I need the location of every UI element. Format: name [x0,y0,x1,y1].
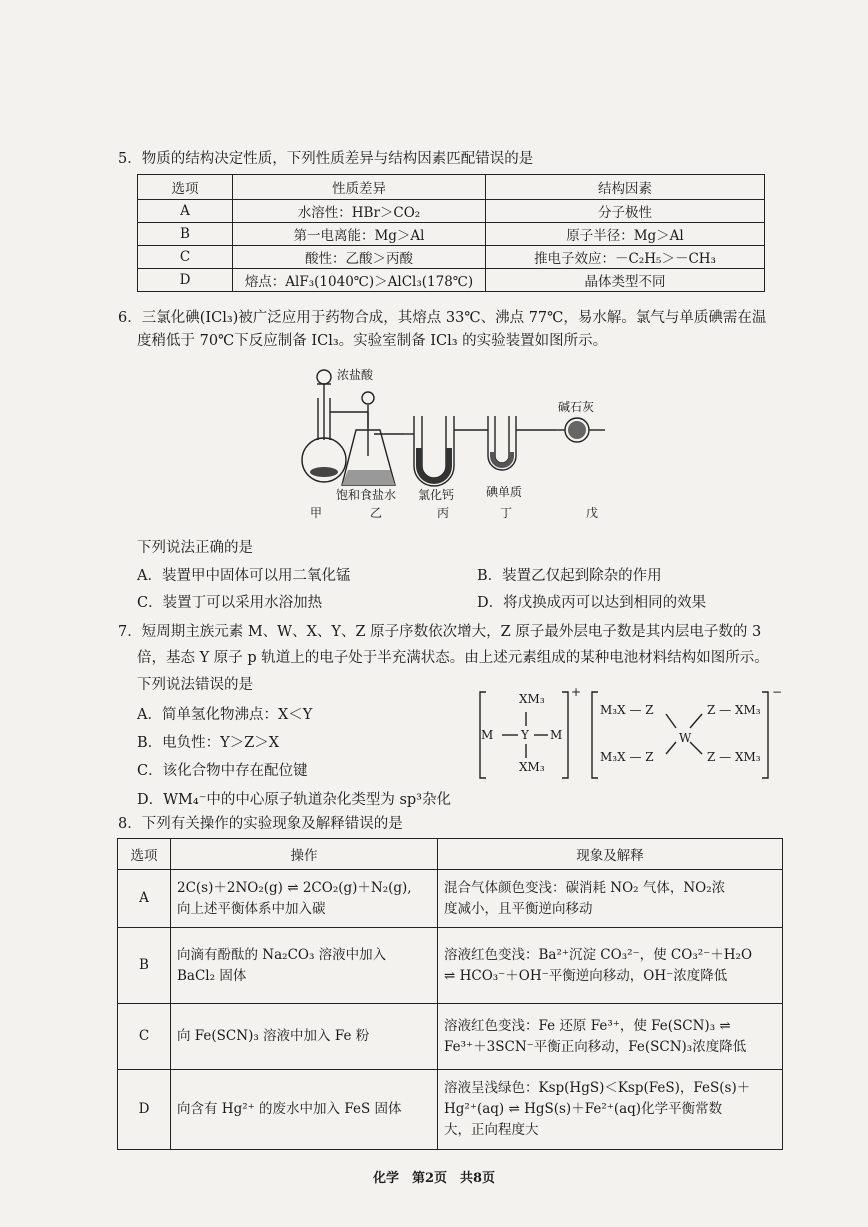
q7-option-b: B．电负性：Y＞Z＞X [137,735,280,751]
table-row [118,928,783,1004]
m-left: M [481,728,494,742]
label-jia: 甲 [310,506,323,520]
table-row [138,223,765,246]
table-cell [438,1004,783,1070]
table-cell: B [118,928,171,1004]
table-cell [171,870,438,928]
table-header: 性质差异 [233,175,486,200]
label-wu: 戊 [586,506,599,520]
label-brine: 饱和食盐水 [336,488,397,502]
label-yi: 乙 [370,506,383,520]
table-cell: 水溶性：HBr＞CO₂ [233,200,486,223]
label-cacl2: 氯化钙 [418,488,455,502]
q5-stem: 5．物质的结构决定性质，下列性质差异与结构因素匹配错误的是 [118,151,534,167]
table-cell: C [138,246,233,269]
z-xm3-top: Z — XM₃ [707,703,761,717]
op-line: 向滴有酚酞的 Na₂CO₃ 溶液中加入 [177,946,387,963]
q6-option-d: D．将戊换成丙可以达到相同的效果 [477,595,707,611]
charge-plus: + [571,685,582,699]
table-cell: A [138,200,233,223]
q7-stem-line2: 倍，基态 Y 原子 p 轨道上的电子处于半充满状态。由上述元素组成的某种电池材料结构如图所示。 [137,650,769,666]
table-header: 操作 [171,839,438,870]
table-row [138,246,765,269]
q6-prompt: 下列说法正确的是 [137,540,253,556]
xm3-bottom: XM₃ [519,760,545,774]
op-line: BaCl₂ 固体 [177,967,247,984]
q6-option-b: B．装置乙仅起到除杂的作用 [477,568,662,584]
table-header-row [138,175,765,200]
exp-line: 大，正向程度大 [444,1122,539,1138]
exp-line: 溶液呈浅绿色：Ksp(HgS)＜Ksp(FeS)，FeS(s)＋ [444,1080,751,1096]
exp-line: Hg²⁺(aq) ⇌ HgS(s)＋Fe²⁺(aq)化学平衡常数 [444,1101,723,1117]
table-cell: 熔点：AlF₃(1040℃)＞AlCl₃(178℃) [233,269,486,292]
page-footer: 化学 第2页 共8页 [372,1171,496,1186]
table-cell [438,870,783,928]
op-line: 向含有 Hg²⁺ 的废水中加入 FeS 固体 [177,1101,402,1117]
table-cell: C [118,1004,171,1070]
xm3-top: XM₃ [519,692,545,706]
q8-table [117,838,783,1150]
table-cell: D [138,269,233,292]
table-row [138,200,765,223]
table-cell [438,1070,783,1150]
table-cell [171,1004,438,1070]
w-center: W [679,731,692,745]
table-row [138,269,765,292]
label-hcl: 浓盐酸 [337,368,374,382]
table-cell: 分子极性 [486,200,765,223]
table-cell: 原子半径：Mg＞Al [486,223,765,246]
q7-prompt: 下列说法错误的是 [137,677,253,693]
table-header-row [118,839,783,870]
table-row [118,1004,783,1070]
m3x-z-bottom: M₃X — Z [600,750,654,764]
q5-table [137,174,765,292]
table-row [118,870,783,928]
label-iodine: 碘单质 [486,485,523,499]
table-header: 现象及解释 [438,839,783,870]
q6-stem-line1: 6．三氯化碘(ICl₃)被广泛应用于药物合成，其熔点 33℃、沸点 77℃，易水解。氯气与单质碘需在温 [118,310,767,326]
exp-line: 溶液红色变浅：Fe 还原 Fe³⁺，使 Fe(SCN)₃ ⇌ [444,1017,731,1034]
q7-option-c: C．该化合物中存在配位键 [137,763,308,779]
table-cell: A [118,870,171,928]
op-line: 向 Fe(SCN)₃ 溶液中加入 Fe 粉 [177,1028,370,1044]
table-cell: D [118,1070,171,1150]
table-header: 结构因素 [486,175,765,200]
z-xm3-bottom: Z — XM₃ [707,750,761,764]
table-cell: 晶体类型不同 [486,269,765,292]
q6-option-a: A．装置甲中固体可以用二氧化锰 [137,568,351,584]
y-center: Y [521,728,529,742]
exp-line: 混合气体颜色变浅：碳消耗 NO₂ 气体，NO₂浓 [444,879,726,896]
exp-line: Fe³⁺＋3SCN⁻平衡正向移动，Fe(SCN)₃浓度降低 [444,1038,747,1055]
table-row [118,1070,783,1150]
label-bing: 丙 [437,506,450,520]
table-cell: 推电子效应：－C₂H₅＞－CH₃ [486,246,765,269]
q6-stem-line2: 度稍低于 70℃下反应制备 ICl₃。实验室制备 ICl₃ 的实验装置如图所示。 [137,333,608,349]
q7-option-d: D．WM₄⁻中的中心原子轨道杂化类型为 sp³杂化 [137,792,451,808]
table-cell: B [138,223,233,246]
table-header: 选项 [118,839,171,870]
table-cell: 酸性：乙酸＞丙酸 [233,246,486,269]
q7-stem-line1: 7．短周期主族元素 M、W、X、Y、Z 原子序数依次增大，Z 原子最外层电子数是其内层电子数的 3 [118,624,762,640]
q8-stem: 8．下列有关操作的实验现象及解释错误的是 [118,816,403,832]
table-cell: 第一电离能：Mg＞Al [233,223,486,246]
table-cell [171,928,438,1004]
q6-option-c: C．装置丁可以采用水浴加热 [137,595,323,611]
table-cell [171,1070,438,1150]
m3x-z-top: M₃X — Z [600,703,654,717]
q7-option-a: A．简单氢化物沸点：X＜Y [137,707,313,723]
op-line: 向上述平衡体系中加入碳 [177,900,326,917]
op-line: 2C(s)＋2NO₂(g) ⇌ 2CO₂(g)＋N₂(g), [177,879,412,896]
table-header: 选项 [138,175,233,200]
m-right: M [550,728,563,742]
label-ding: 丁 [500,506,513,520]
exp-line: ⇌ HCO₃⁻＋OH⁻平衡逆向移动，OH⁻浓度降低 [444,967,728,984]
charge-minus: − [772,685,783,699]
exp-line: 度减小，且平衡逆向移动 [444,900,593,917]
label-lime: 碱石灰 [558,400,595,414]
table-cell [438,928,783,1004]
exp-line: 溶液红色变浅：Ba²⁺沉淀 CO₃²⁻，使 CO₃²⁻＋H₂O [444,946,753,963]
